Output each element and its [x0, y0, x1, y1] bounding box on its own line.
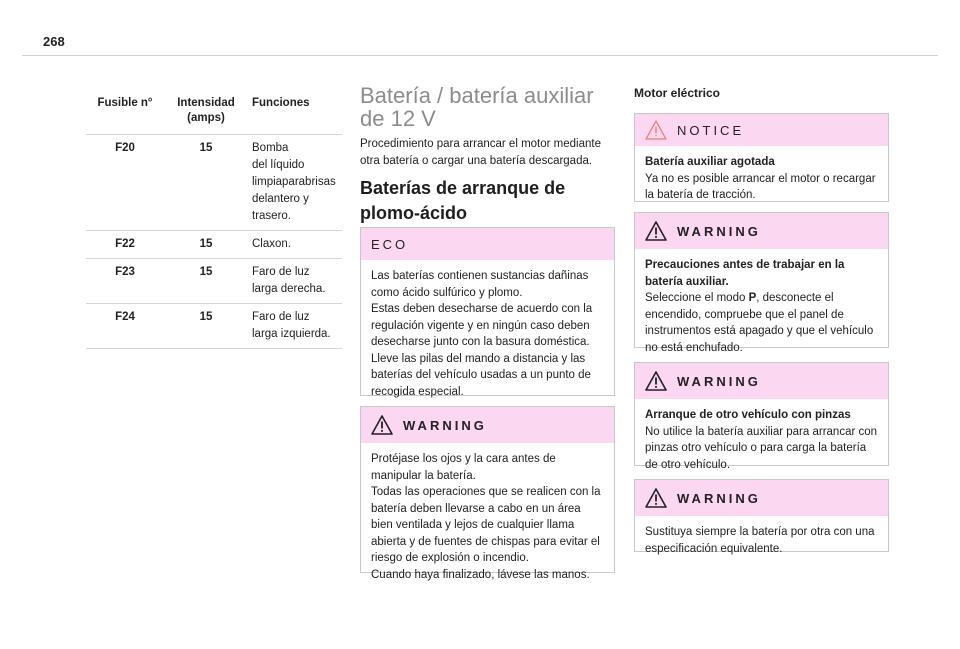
warning-label: WARNING	[677, 490, 761, 506]
warning-text: Sustituya siempre la batería por otra con una especificación equivalente.	[645, 526, 875, 555]
warning-box-auxiliary-battery	[634, 212, 889, 354]
fuse-function: Claxon.	[248, 231, 342, 259]
warning-box-battery-handling	[360, 406, 615, 581]
notice-box-header	[635, 114, 888, 146]
warning-text-part: Seleccione el modo	[645, 292, 749, 304]
warning-title: Arranque de otro vehículo con pinzas	[645, 409, 851, 421]
fuse-amps: 15	[164, 231, 248, 259]
notice-box	[634, 113, 889, 202]
warning-box-header	[635, 363, 888, 399]
notice-body	[635, 146, 888, 212]
warning-box-header	[635, 480, 888, 516]
eco-box-header	[361, 228, 614, 260]
warning-text: Protéjase los ojos y la cara antes de manipular la batería. Todas las operaciones que se realicen con la batería deben llevarse a cabo en un área bien ventilada y lejos de cualquier llama abierta y de fuentes de chispas para evitar el riesgo de explosión o incendio. Cuando haya finalizado, lávese las manos.	[371, 453, 601, 581]
warning-text-part: , desconecte el encendido, compruebe que el panel de instrumentos está apagado y que el vehículo no está enchufado.	[645, 292, 874, 354]
fuse-amps: 15	[164, 304, 248, 349]
fuse-amps: 15	[164, 259, 248, 304]
eco-box	[360, 227, 615, 396]
fuse-amps: 15	[164, 135, 248, 231]
fuse-function: Faro de luz larga izquierda.	[248, 304, 342, 349]
fuse-number: F22	[86, 231, 164, 259]
warning-body	[635, 249, 888, 364]
fuse-number: F24	[86, 304, 164, 349]
header-divider	[22, 55, 938, 56]
warning-triangle-icon	[645, 221, 667, 241]
fuse-number: F23	[86, 259, 164, 304]
column-header-fuse: Fusible n°	[86, 90, 164, 135]
notice-triangle-icon	[645, 120, 667, 140]
electric-motor-heading: Motor eléctrico	[634, 86, 721, 100]
warning-body	[635, 399, 888, 481]
fuse-function: Bomba del líquido limpiaparabrisas delantero y trasero.	[248, 135, 342, 231]
fuse-number: F20	[86, 135, 164, 231]
eco-label: ECO	[371, 236, 409, 252]
fuse-function: Faro de luz larga derecha.	[248, 259, 342, 304]
table-row	[86, 304, 342, 349]
notice-text: Ya no es posible arrancar el motor o recargar la batería de tracción.	[645, 172, 876, 201]
warning-title: Precauciones antes de trabajar en la batería auxiliar.	[645, 259, 845, 288]
subsection-title: Baterías de arranque de plomo-ácido	[360, 178, 566, 223]
fuse-table	[86, 90, 342, 349]
table-row	[86, 231, 342, 259]
warning-box-replacement	[634, 479, 889, 555]
notice-label: NOTICE	[677, 122, 745, 138]
warning-triangle-icon	[645, 371, 667, 391]
section-title: Batería / batería auxiliar de 12 V	[360, 83, 594, 131]
column-header-amps: Intensidad (amps)	[164, 90, 248, 135]
column-header-functions: Funciones	[248, 90, 342, 135]
mode-p: P	[748, 292, 757, 304]
warning-text: No utilice la batería auxiliar para arrancar con pinzas otro vehículo o para carga la batería de otro vehículo.	[645, 425, 878, 471]
table-row	[86, 259, 342, 304]
warning-label: WARNING	[403, 417, 487, 433]
notice-title: Batería auxiliar agotada	[645, 156, 775, 168]
fuse-table-header	[86, 90, 342, 135]
warning-box-jump-start	[634, 362, 889, 471]
warning-text	[645, 290, 878, 356]
intro-text: Procedimiento para arrancar el motor mediante otra batería o cargar una batería descargada.	[360, 138, 601, 167]
warning-triangle-icon	[645, 488, 667, 508]
warning-label: WARNING	[677, 223, 761, 239]
table-row	[86, 135, 342, 231]
warning-box-header	[635, 213, 888, 249]
page-number: 268	[43, 34, 65, 49]
warning-box-header	[361, 407, 614, 443]
eco-text: Las baterías contienen sustancias dañinas como ácido sulfúrico y plomo. Estas deben desecharse de acuerdo con la regulación vigente y en ningún caso deben desecharse junto con la basura doméstica. Lleve las pilas del mando a distancia y las baterías del vehículo usadas a un punto de recogida especial.	[371, 270, 593, 398]
warning-triangle-icon	[371, 415, 393, 435]
warning-label: WARNING	[677, 373, 761, 389]
